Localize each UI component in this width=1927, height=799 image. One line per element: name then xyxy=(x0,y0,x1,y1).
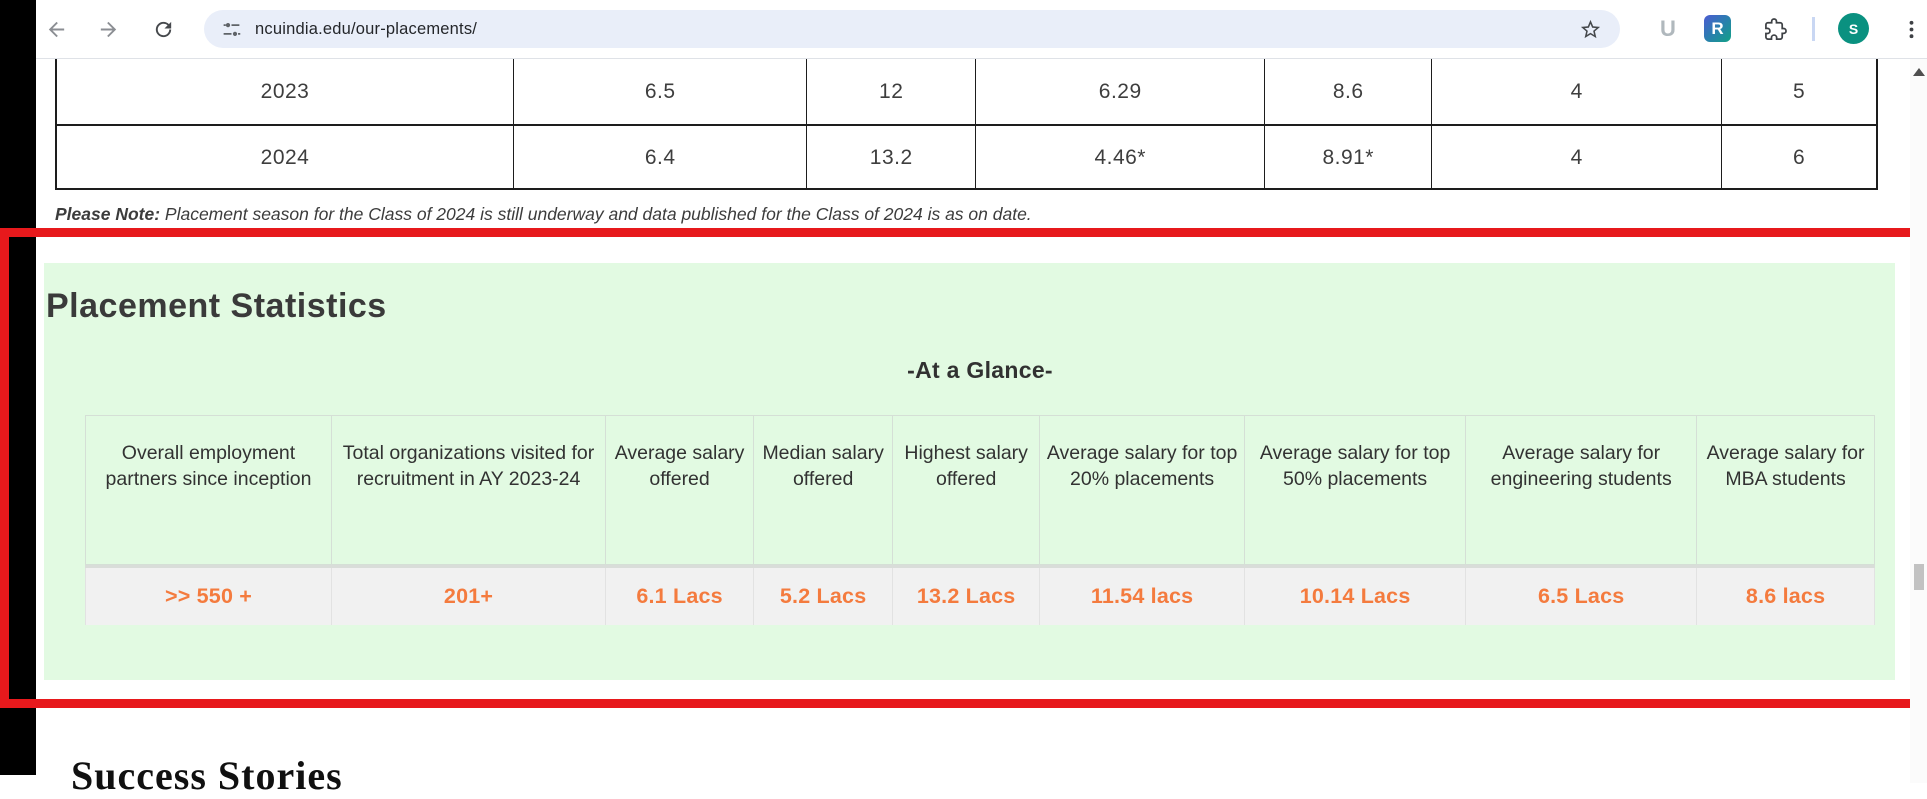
left-black-strip xyxy=(0,0,36,775)
stats-header-row xyxy=(85,415,1875,565)
page-scrollbar[interactable] xyxy=(1910,59,1927,783)
stats-values-row xyxy=(85,565,1875,625)
reload-icon[interactable] xyxy=(145,11,181,47)
table-cell: 6.4 xyxy=(513,124,806,190)
back-icon[interactable] xyxy=(38,11,74,47)
table-cell: 8.6 xyxy=(1264,59,1431,124)
scrollbar-thumb[interactable] xyxy=(1914,564,1924,590)
table-cell: 8.91* xyxy=(1264,124,1431,190)
stats-value-cell: 13.2 Lacs xyxy=(893,568,1040,625)
extension-u-icon[interactable]: U xyxy=(1660,16,1676,41)
extension-r-icon[interactable]: R xyxy=(1704,15,1731,42)
please-note-text: Placement season for the Class of 2024 is still underway and data published for the Class of 2024 is as on date. xyxy=(160,204,1032,224)
table-cell: 13.2 xyxy=(806,124,975,190)
url-text[interactable]: ncuindia.edu/our-placements/ xyxy=(255,19,478,38)
bookmark-star-icon[interactable] xyxy=(1572,11,1608,47)
stats-value-cell: 11.54 lacs xyxy=(1040,568,1245,625)
table-cell: 2024 xyxy=(57,124,513,190)
placement-years-table xyxy=(55,59,1878,190)
stats-header-cell: Highest salary offered xyxy=(893,415,1040,565)
menu-dots-icon[interactable] xyxy=(1893,11,1927,47)
stats-header-cell: Median salary offered xyxy=(754,415,893,565)
stats-header-cell: Average salary offered xyxy=(606,415,754,565)
stats-header-cell: Average salary for engineering students xyxy=(1466,415,1697,565)
please-note-label: Please Note: xyxy=(55,204,161,224)
table-cell: 12 xyxy=(806,59,975,124)
stats-value-cell: 8.6 lacs xyxy=(1697,568,1875,625)
stats-value-cell: 201+ xyxy=(332,568,606,625)
stats-header-cell: Overall employment partners since inception xyxy=(85,415,332,565)
please-note xyxy=(55,204,1032,225)
stats-header-cell: Average salary for MBA students xyxy=(1697,415,1875,565)
stats-value-cell: 10.14 Lacs xyxy=(1245,568,1466,625)
table-cell: 6 xyxy=(1721,124,1876,190)
toolbar-separator xyxy=(1812,17,1815,41)
at-a-glance-table xyxy=(85,415,1875,625)
stats-header-cell: Average salary for top 20% placements xyxy=(1040,415,1245,565)
stats-header-cell: Average salary for top 50% placements xyxy=(1245,415,1466,565)
extensions-puzzle-icon[interactable] xyxy=(1757,11,1793,47)
browser-toolbar xyxy=(0,0,1927,59)
stats-value-cell: 6.5 Lacs xyxy=(1466,568,1697,625)
success-stories-heading: Success Stories xyxy=(71,753,343,798)
at-a-glance-heading: -At a Glance- xyxy=(907,357,1053,383)
table-cell: 4.46* xyxy=(975,124,1264,190)
table-cell: 4 xyxy=(1431,124,1721,190)
table-cell: 5 xyxy=(1721,59,1876,124)
profile-avatar[interactable]: S xyxy=(1838,13,1869,44)
page-title: Placement Statistics xyxy=(46,287,387,325)
stats-value-cell: 6.1 Lacs xyxy=(606,568,754,625)
url-bar[interactable] xyxy=(204,10,1620,48)
table-cell: 2023 xyxy=(260,79,310,103)
table-cell: 6.5 xyxy=(513,59,806,124)
table-cell: 4 xyxy=(1431,59,1721,124)
stats-value-cell: >> 550 + xyxy=(85,568,332,625)
stats-value-cell: 5.2 Lacs xyxy=(754,568,893,625)
table-cell: 6.29 xyxy=(975,59,1264,124)
site-info-icon[interactable] xyxy=(221,19,242,40)
scrollbar-up-icon[interactable] xyxy=(1913,68,1925,76)
placement-statistics-panel xyxy=(44,263,1895,680)
stats-header-cell: Total organizations visited for recruitment in AY 2023-24 xyxy=(332,415,606,565)
forward-icon[interactable] xyxy=(90,11,126,47)
